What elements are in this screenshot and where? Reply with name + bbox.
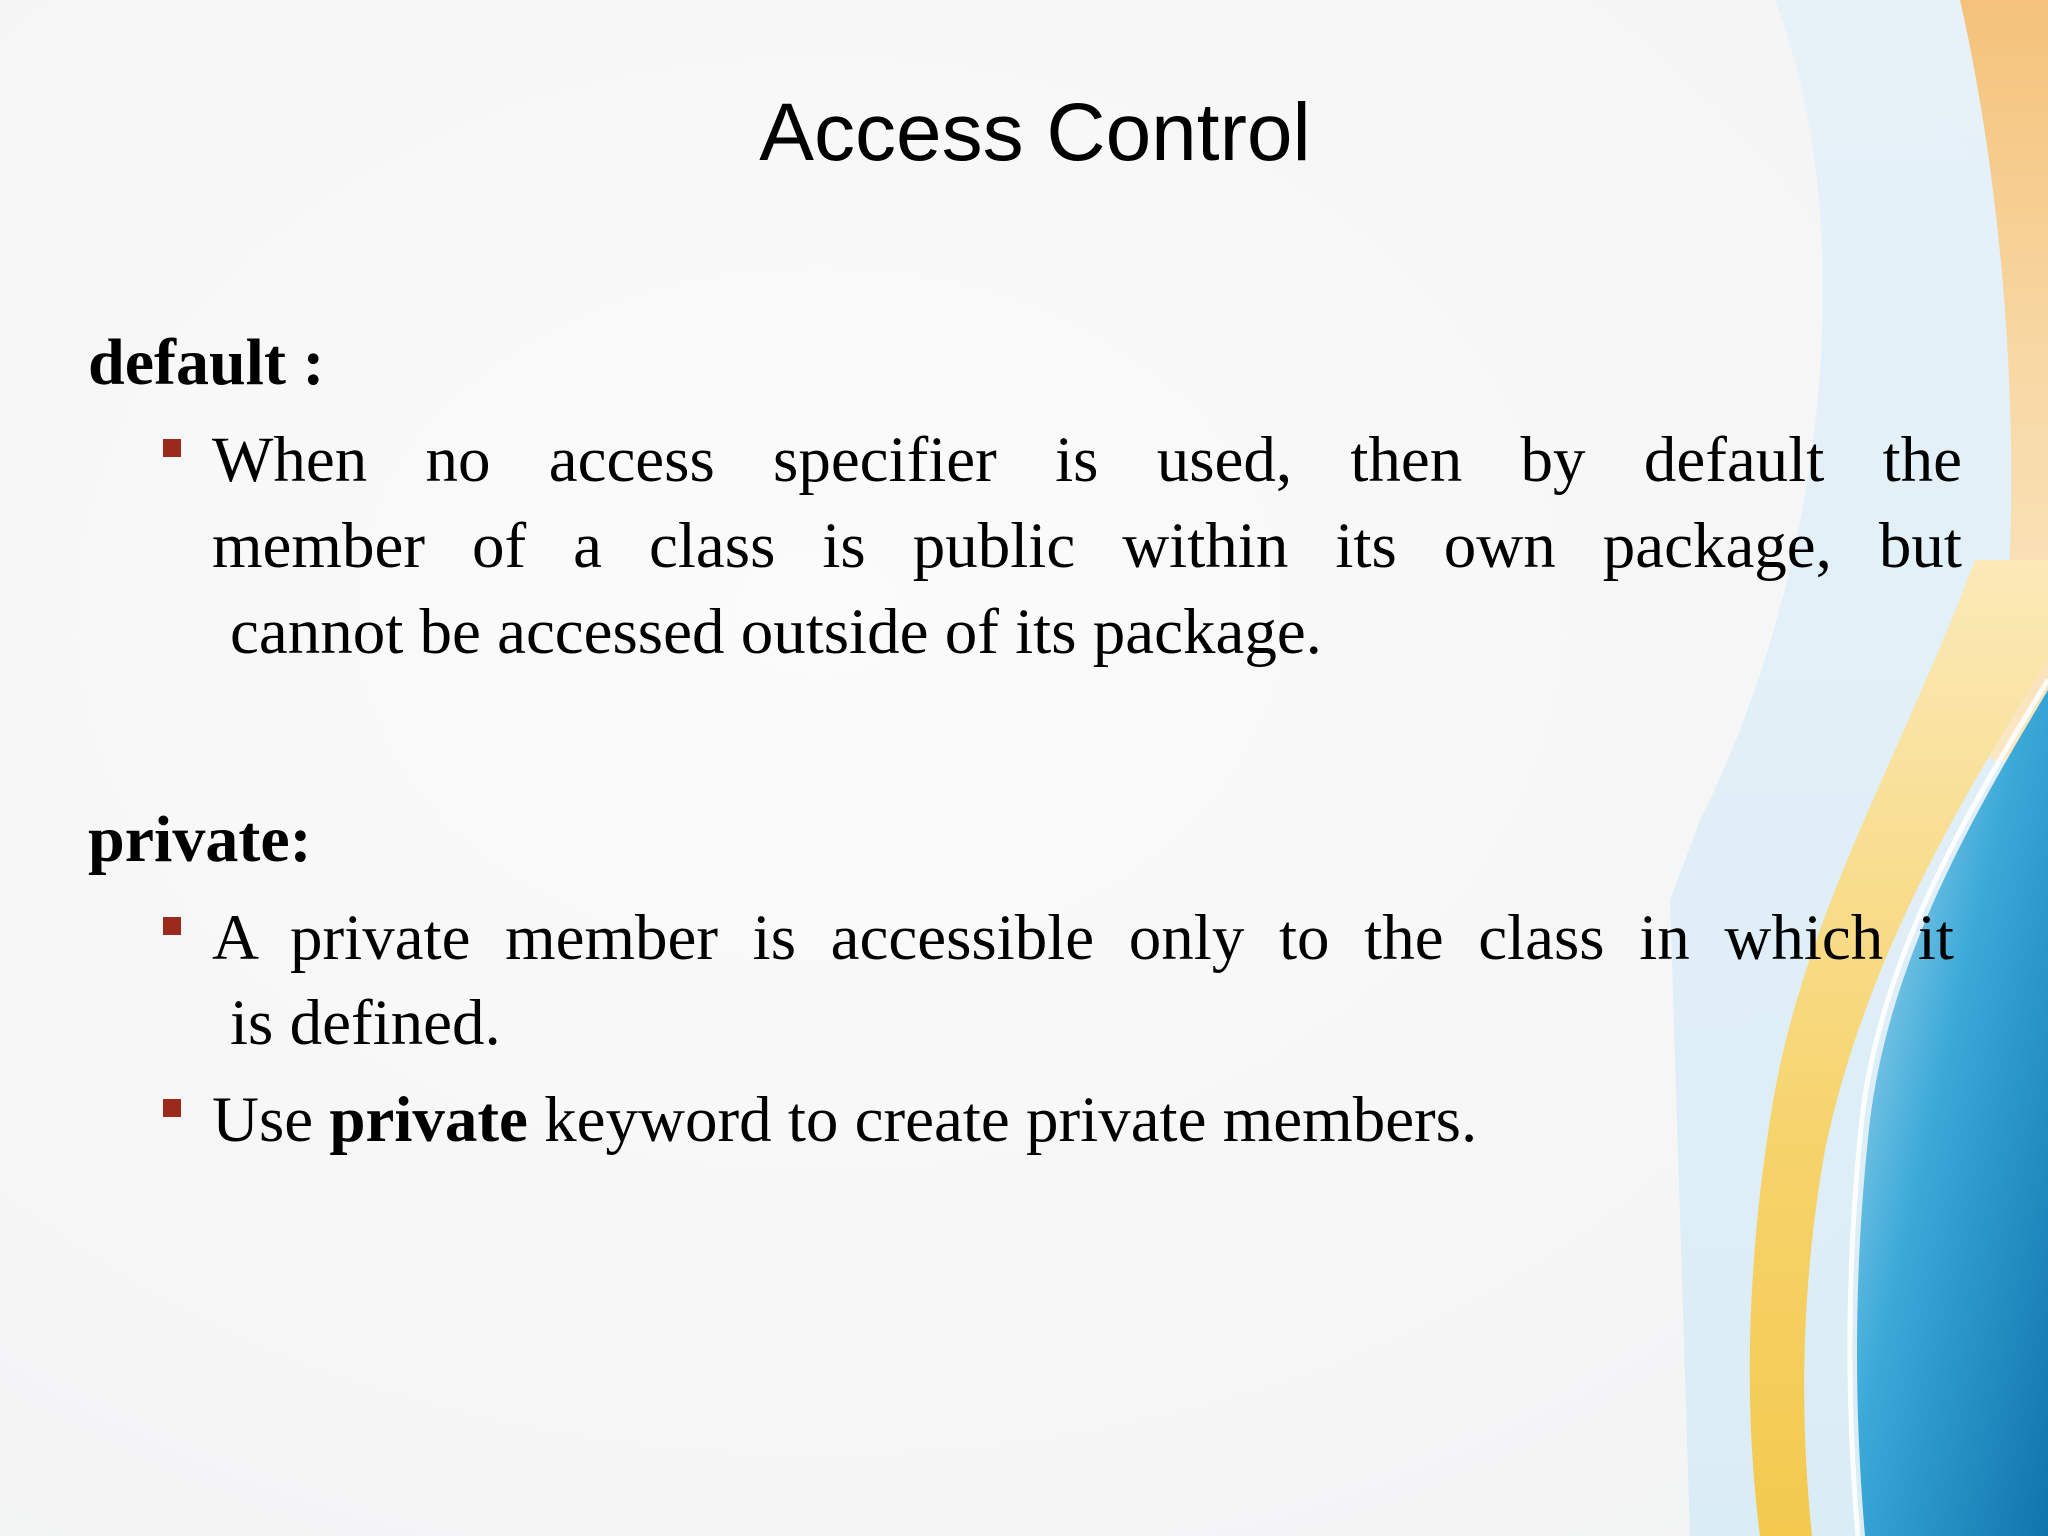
bullet-text-suffix: keyword to create private members. xyxy=(527,1084,1478,1156)
bullet-text-line: When no access specifier is used, then by default the xyxy=(212,424,1962,496)
bullet-text-line xyxy=(212,1084,1478,1156)
bullet-text-prefix: Use xyxy=(212,1084,330,1156)
section-heading-private: private: xyxy=(88,803,312,876)
bullet-marker xyxy=(163,439,181,457)
slide-title: Access Control xyxy=(759,87,1311,178)
bullet-marker xyxy=(163,917,181,935)
section-heading-default: default : xyxy=(88,326,325,399)
bullet-marker xyxy=(163,1099,181,1117)
bullet-text-line: A private member is accessible only to the class in which it xyxy=(212,902,1954,974)
bullet-text-line: cannot be accessed outside of its package. xyxy=(230,596,1322,668)
keyword-private: private xyxy=(329,1084,528,1156)
bullet-text-line: is defined. xyxy=(230,987,501,1059)
bullet-text-line: member of a class is public within its own package, but xyxy=(212,510,1962,582)
